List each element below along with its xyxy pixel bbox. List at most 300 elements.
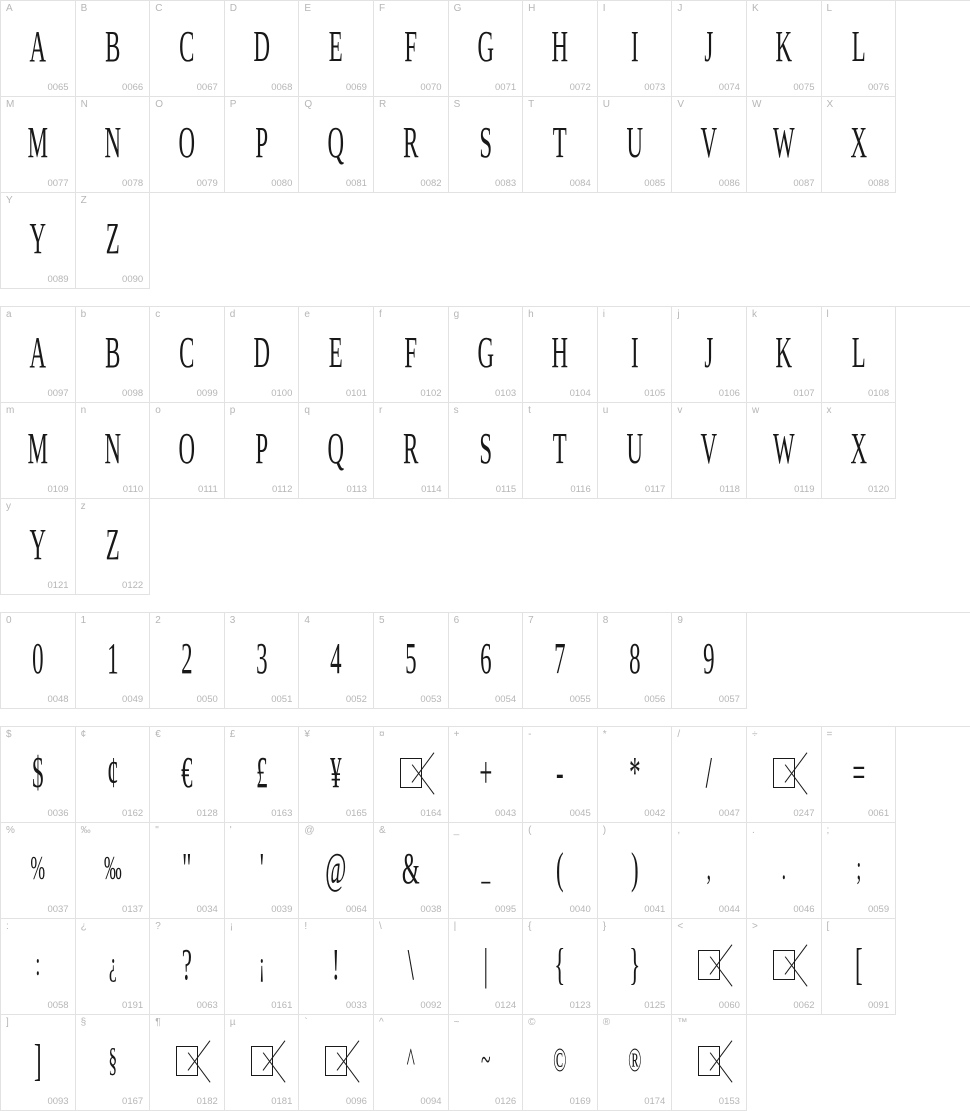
- glyph-code-label: 0044: [718, 904, 740, 915]
- glyph-code-label: 0111: [198, 484, 218, 495]
- glyph-char-label: 5: [378, 615, 385, 626]
- glyph-preview: L: [851, 328, 866, 377]
- glyph-preview: I: [630, 22, 639, 71]
- glyph-preview: X: [850, 424, 867, 473]
- glyph-cell[interactable]: [449, 403, 524, 499]
- glyph-cell[interactable]: [672, 97, 747, 193]
- glyph-cell[interactable]: [225, 727, 300, 823]
- glyph-cell[interactable]: [225, 823, 300, 919]
- glyph-preview: J: [704, 22, 714, 71]
- glyph-cell[interactable]: [672, 307, 747, 403]
- glyph-cell[interactable]: [374, 613, 449, 709]
- glyph-char-label: y: [6, 501, 11, 512]
- glyph-char-label: ): [602, 825, 607, 836]
- glyph-cell[interactable]: [76, 403, 151, 499]
- glyph-preview: ¢: [106, 748, 119, 797]
- glyph-code-label: 0037: [47, 904, 69, 915]
- glyph-preview: Y: [29, 520, 47, 569]
- glyph-code-label: 0114: [421, 484, 442, 495]
- glyph-cell[interactable]: [1, 613, 76, 709]
- glyph-cell[interactable]: [1, 1015, 76, 1111]
- glyph-code-label: 0076: [867, 82, 890, 93]
- glyph-char-label: ¥: [304, 729, 310, 740]
- glyph-cell[interactable]: [76, 919, 151, 1015]
- glyph-char-label: Y: [6, 195, 13, 206]
- glyph-code-label: 0153: [718, 1096, 740, 1107]
- glyph-code-label: 0039: [271, 904, 293, 915]
- glyph-preview: V: [700, 424, 718, 473]
- glyph-cell[interactable]: [523, 919, 598, 1015]
- glyph-code-label: 0067: [196, 82, 218, 93]
- glyph-cell[interactable]: [747, 1, 822, 97]
- glyph-code-label: 0104: [569, 388, 591, 399]
- glyph-cell[interactable]: [150, 919, 225, 1015]
- glyph-preview: ]: [33, 1036, 42, 1085]
- glyph-preview: 7: [554, 634, 566, 683]
- glyph-cell[interactable]: [598, 1015, 673, 1111]
- glyph-cell[interactable]: [523, 613, 598, 709]
- glyph-char-label: 7: [528, 615, 534, 626]
- glyph-char-label: (: [528, 825, 532, 836]
- glyph-cell[interactable]: [523, 403, 598, 499]
- glyph-cell[interactable]: [225, 1015, 300, 1111]
- glyph-char-label: H: [528, 3, 536, 14]
- glyph-cell[interactable]: [449, 727, 524, 823]
- glyph-preview: Q: [327, 424, 345, 473]
- glyph-cell[interactable]: [1, 97, 76, 193]
- glyph-preview: E: [329, 328, 344, 377]
- glyph-code-label: 0073: [644, 82, 666, 93]
- glyph-code-label: 0121: [47, 580, 69, 591]
- glyph-cell[interactable]: [747, 823, 822, 919]
- glyph-cell[interactable]: [449, 1015, 524, 1111]
- glyph-preview: $: [32, 748, 44, 797]
- glyph-char-label: t: [528, 405, 531, 416]
- glyph-code-label: 0108: [867, 388, 890, 399]
- glyph-cell[interactable]: [598, 403, 673, 499]
- glyph-code-label: 0077: [47, 178, 69, 189]
- glyph-cell[interactable]: [76, 823, 151, 919]
- glyph-cell[interactable]: [822, 919, 897, 1015]
- glyph-code-label: 0115: [495, 484, 517, 495]
- glyph-char-label: +: [453, 729, 460, 740]
- glyph-char-label: W: [751, 99, 762, 110]
- glyph-preview: Q: [327, 118, 345, 167]
- glyph-char-label: P: [229, 99, 237, 110]
- glyph-cell[interactable]: [76, 97, 151, 193]
- glyph-char-label: u: [602, 405, 609, 416]
- glyph-preview: D: [253, 22, 270, 71]
- glyph-preview: ;: [855, 849, 861, 887]
- glyph-preview: ~: [480, 1041, 491, 1079]
- glyph-char-label: b: [80, 309, 87, 320]
- glyph-preview: 8: [628, 634, 641, 683]
- glyph-cell[interactable]: [76, 193, 151, 289]
- glyph-code-label: 0109: [47, 484, 69, 495]
- glyph-preview: I: [630, 328, 639, 377]
- glyph-cell[interactable]: [1, 919, 76, 1015]
- glyph-code-label: 0191: [122, 1000, 144, 1011]
- glyph-code-label: 0100: [271, 388, 293, 399]
- glyph-preview: §: [107, 1041, 117, 1079]
- glyph-cell[interactable]: [225, 919, 300, 1015]
- glyph-cell[interactable]: [1, 499, 76, 595]
- glyph-preview: 3: [255, 634, 268, 683]
- glyph-preview: 0: [32, 634, 44, 683]
- glyph-preview: /: [705, 748, 713, 797]
- glyph-char-label: !: [304, 921, 308, 932]
- glyph-cell[interactable]: [299, 727, 374, 823]
- glyph-char-label: £: [229, 729, 236, 740]
- glyph-code-label: 0118: [719, 484, 740, 495]
- glyph-preview: -: [556, 748, 564, 797]
- glyph-char-label: €: [155, 729, 161, 740]
- glyph-char-label: O: [155, 99, 163, 110]
- glyph-preview: +: [478, 748, 492, 797]
- glyph-code-label: 0106: [718, 388, 740, 399]
- notdef-box-icon: [698, 950, 720, 980]
- glyph-cell[interactable]: [449, 919, 524, 1015]
- glyph-cell[interactable]: [225, 307, 300, 403]
- glyph-preview: ‰: [103, 849, 122, 887]
- glyph-cell[interactable]: [374, 919, 449, 1015]
- glyph-cell[interactable]: [299, 919, 374, 1015]
- glyph-code-label: 0126: [495, 1096, 517, 1107]
- glyph-code-label: 0098: [122, 388, 144, 399]
- glyph-cell[interactable]: [672, 1015, 747, 1111]
- glyph-preview: C: [179, 328, 195, 377]
- glyph-char-label: 9: [677, 615, 683, 626]
- glyph-cell[interactable]: [598, 613, 673, 709]
- glyph-cell[interactable]: [1, 193, 76, 289]
- glyph-code-label: 0075: [793, 82, 815, 93]
- glyph-cell[interactable]: [672, 1, 747, 97]
- glyph-code-label: 0078: [122, 178, 144, 189]
- glyph-cell[interactable]: [822, 307, 897, 403]
- glyph-char-label: L: [826, 3, 833, 14]
- glyph-code-label: 0084: [569, 178, 591, 189]
- glyph-preview: C: [179, 22, 195, 71]
- glyph-cell[interactable]: [150, 613, 225, 709]
- glyph-preview: B: [104, 22, 121, 71]
- glyph-cell[interactable]: [672, 823, 747, 919]
- glyph-char-label: m: [6, 405, 15, 416]
- glyph-preview: K: [775, 22, 792, 71]
- glyph-cell[interactable]: [822, 403, 897, 499]
- glyph-code-label: 0113: [346, 484, 367, 495]
- glyph-cell[interactable]: [76, 727, 151, 823]
- glyph-preview: T: [552, 424, 567, 473]
- glyph-code-label: 0056: [644, 694, 666, 705]
- glyph-cell[interactable]: [1, 823, 76, 919]
- glyph-char-label: \: [378, 921, 382, 932]
- glyph-char-label: X: [826, 99, 834, 110]
- glyph-code-label: 0040: [569, 904, 591, 915]
- glyph-char-label: &: [378, 825, 386, 836]
- glyph-preview: G: [477, 328, 494, 377]
- glyph-code-label: 0079: [196, 178, 218, 189]
- glyph-cell[interactable]: [523, 97, 598, 193]
- glyph-preview: 6: [479, 634, 492, 683]
- glyph-char-label: ¤: [378, 729, 385, 740]
- glyph-code-label: 0065: [47, 82, 69, 93]
- glyph-cell[interactable]: [150, 307, 225, 403]
- glyph-preview: 4: [330, 634, 342, 683]
- glyph-char-label: ?: [155, 921, 161, 932]
- glyph-code-label: 0128: [196, 808, 218, 819]
- glyph-code-label: 0112: [271, 484, 293, 495]
- glyph-preview: W: [772, 118, 795, 167]
- glyph-preview: A: [29, 22, 47, 71]
- glyph-preview: R: [403, 424, 419, 473]
- glyph-cell[interactable]: [225, 403, 300, 499]
- glyph-preview: ?: [181, 940, 193, 989]
- glyph-cell[interactable]: [299, 1015, 374, 1111]
- glyph-code-label: 0169: [569, 1096, 591, 1107]
- glyph-char-label: V: [677, 99, 685, 110]
- glyph-preview: ,: [706, 849, 712, 887]
- glyph-preview: ¿: [108, 945, 117, 983]
- glyph-char-label: w: [751, 405, 760, 416]
- glyph-char-label: =: [826, 729, 833, 740]
- glyph-char-label: F: [378, 3, 386, 14]
- glyph-char-label: S: [453, 99, 461, 110]
- glyph-char-label: *: [602, 729, 607, 740]
- glyph-cell[interactable]: [598, 307, 673, 403]
- glyph-cell[interactable]: [150, 403, 225, 499]
- glyph-code-label: 0161: [271, 1000, 293, 1011]
- glyph-char-label: K: [751, 3, 759, 14]
- glyph-char-label: Z: [80, 195, 87, 206]
- glyph-char-label: D: [229, 3, 238, 14]
- glyph-char-label: o: [155, 405, 161, 416]
- glyph-char-label: -: [528, 729, 532, 740]
- glyph-cell[interactable]: [523, 823, 598, 919]
- glyph-code-label: 0163: [271, 808, 293, 819]
- glyph-cell[interactable]: [747, 403, 822, 499]
- notdef-box-icon: [773, 758, 795, 788]
- glyph-char-label: j: [677, 309, 680, 320]
- glyph-cell[interactable]: [150, 1, 225, 97]
- notdef-box-icon: [251, 1046, 273, 1076]
- glyph-char-label: ,: [677, 825, 681, 836]
- glyph-cell[interactable]: [822, 97, 897, 193]
- glyph-code-label: 0091: [867, 1000, 890, 1011]
- glyph-group-digits: [0, 612, 970, 709]
- glyph-preview: ): [630, 844, 639, 893]
- glyph-preview: ¡: [258, 945, 265, 983]
- glyph-cell[interactable]: [747, 97, 822, 193]
- glyph-cell[interactable]: [76, 499, 151, 595]
- glyph-code-label: 0053: [420, 694, 442, 705]
- glyph-cell[interactable]: [1, 307, 76, 403]
- glyph-cell[interactable]: [76, 1015, 151, 1111]
- glyph-char-label: ~: [453, 1017, 460, 1028]
- glyph-cell[interactable]: [150, 823, 225, 919]
- glyph-preview: M: [27, 118, 48, 167]
- glyph-cell[interactable]: [672, 727, 747, 823]
- glyph-cell[interactable]: [449, 613, 524, 709]
- glyph-code-label: 0055: [569, 694, 591, 705]
- notdef-box-icon: [400, 758, 422, 788]
- glyph-char-label: `: [304, 1017, 308, 1028]
- glyph-char-label: ¡: [229, 921, 234, 932]
- glyph-code-label: 0110: [122, 484, 144, 495]
- glyph-cell[interactable]: [598, 97, 673, 193]
- glyph-cell[interactable]: [374, 1, 449, 97]
- glyph-code-label: 0094: [420, 1096, 442, 1107]
- glyph-cell[interactable]: [822, 823, 897, 919]
- glyph-code-label: 0101: [345, 388, 367, 399]
- glyph-code-label: 0083: [495, 178, 517, 189]
- notdef-box-icon: [773, 950, 795, 980]
- glyph-code-label: 0058: [47, 1000, 69, 1011]
- glyph-cell[interactable]: [76, 1, 151, 97]
- glyph-cell[interactable]: [449, 1, 524, 97]
- glyph-char-label: ': [229, 825, 232, 836]
- glyph-preview: =: [851, 748, 865, 797]
- notdef-box-icon: [176, 1046, 198, 1076]
- glyph-code-label: 0041: [644, 904, 666, 915]
- glyph-cell[interactable]: [747, 727, 822, 823]
- glyph-cell[interactable]: [449, 97, 524, 193]
- glyph-code-label: 0043: [495, 808, 517, 819]
- glyph-cell[interactable]: [150, 1015, 225, 1111]
- glyph-cell[interactable]: [1, 403, 76, 499]
- glyph-cell[interactable]: [150, 727, 225, 823]
- glyph-preview: H: [551, 22, 569, 71]
- glyph-char-label: c: [155, 309, 161, 320]
- glyph-preview: A: [29, 328, 47, 377]
- glyph-preview: T: [552, 118, 567, 167]
- glyph-preview: O: [178, 424, 196, 473]
- glyph-cell[interactable]: [672, 919, 747, 1015]
- glyph-cell[interactable]: [299, 403, 374, 499]
- glyph-char-label: .: [751, 825, 755, 836]
- glyph-cell[interactable]: [374, 97, 449, 193]
- glyph-char-label: 0: [6, 615, 12, 626]
- glyph-preview: £: [255, 748, 268, 797]
- glyph-cell[interactable]: [225, 97, 300, 193]
- glyph-preview: X: [850, 118, 867, 167]
- glyph-preview: R: [403, 118, 419, 167]
- glyph-preview: !: [332, 940, 340, 989]
- glyph-char-label: /: [677, 729, 681, 740]
- glyph-cell[interactable]: [598, 1, 673, 97]
- glyph-code-label: 0093: [47, 1096, 69, 1107]
- glyph-cell[interactable]: [374, 403, 449, 499]
- glyph-preview: O: [178, 118, 196, 167]
- glyph-cell[interactable]: [672, 613, 747, 709]
- glyph-preview: B: [104, 328, 121, 377]
- glyph-char-label: N: [80, 99, 88, 110]
- glyph-code-label: 0086: [718, 178, 740, 189]
- glyph-cell[interactable]: [523, 727, 598, 823]
- glyph-code-label: 0167: [122, 1096, 144, 1107]
- glyph-cell[interactable]: [449, 307, 524, 403]
- glyph-code-label: 0162: [122, 808, 144, 819]
- glyph-char-label: r: [378, 405, 383, 416]
- glyph-cell[interactable]: [374, 1015, 449, 1111]
- glyph-char-label: 1: [80, 615, 87, 626]
- glyph-cell[interactable]: [822, 1, 897, 97]
- glyph-cell[interactable]: [598, 919, 673, 1015]
- glyph-preview: 5: [405, 634, 417, 683]
- glyph-cell[interactable]: [299, 97, 374, 193]
- glyph-char-label: M: [6, 99, 15, 110]
- glyph-cell[interactable]: [299, 307, 374, 403]
- glyph-cell[interactable]: [374, 823, 449, 919]
- glyph-code-label: 0117: [644, 484, 666, 495]
- glyph-code-label: 0137: [122, 904, 144, 915]
- glyph-preview: \: [407, 940, 414, 989]
- glyph-cell[interactable]: [598, 823, 673, 919]
- glyph-code-label: 0081: [345, 178, 367, 189]
- glyph-cell[interactable]: [150, 97, 225, 193]
- glyph-preview: V: [700, 118, 718, 167]
- glyph-cell[interactable]: [523, 1015, 598, 1111]
- glyph-cell[interactable]: [299, 823, 374, 919]
- glyph-cell[interactable]: [598, 727, 673, 823]
- glyph-code-label: 0080: [271, 178, 293, 189]
- glyph-char-label: _: [453, 825, 460, 836]
- glyph-cell[interactable]: [449, 823, 524, 919]
- glyph-cell[interactable]: [225, 613, 300, 709]
- glyph-code-label: 0097: [47, 388, 69, 399]
- glyph-preview: ': [259, 844, 264, 893]
- glyph-cell[interactable]: [299, 1, 374, 97]
- glyph-char-label: $: [6, 729, 12, 740]
- glyph-cell[interactable]: [374, 307, 449, 403]
- glyph-char-label: h: [528, 309, 534, 320]
- glyph-code-label: 0082: [420, 178, 442, 189]
- glyph-preview: |: [483, 940, 488, 989]
- glyph-cell[interactable]: [225, 1, 300, 97]
- glyph-code-label: 0066: [122, 82, 144, 93]
- glyph-code-label: 0047: [718, 808, 740, 819]
- glyph-preview: H: [551, 328, 569, 377]
- glyph-char-label: ¿: [80, 921, 87, 932]
- glyph-cell[interactable]: [76, 613, 151, 709]
- glyph-cell[interactable]: [374, 727, 449, 823]
- glyph-cell[interactable]: [299, 613, 374, 709]
- glyph-char-label: @: [304, 825, 315, 836]
- glyph-cell[interactable]: [523, 1, 598, 97]
- glyph-cell[interactable]: [672, 403, 747, 499]
- glyph-cell[interactable]: [747, 307, 822, 403]
- glyph-char-label: T: [528, 99, 535, 110]
- glyph-char-label: %: [6, 825, 15, 836]
- glyph-preview: *: [628, 748, 641, 797]
- glyph-char-label: :: [6, 921, 9, 932]
- glyph-preview: 1: [106, 634, 119, 683]
- glyph-cell[interactable]: [747, 919, 822, 1015]
- glyph-preview: Z: [105, 520, 120, 569]
- glyph-cell[interactable]: [1, 1, 76, 97]
- glyph-code-label: 0092: [420, 1000, 442, 1011]
- glyph-cell[interactable]: [76, 307, 151, 403]
- glyph-preview: U: [626, 424, 643, 473]
- glyph-code-label: 0164: [420, 808, 442, 819]
- glyph-preview: ": [182, 844, 192, 893]
- glyph-cell[interactable]: [822, 727, 897, 823]
- glyph-cell[interactable]: [523, 307, 598, 403]
- glyph-code-label: 0122: [122, 580, 144, 591]
- glyph-group-uppercase-letters: [0, 0, 970, 289]
- glyph-char-label: 6: [453, 615, 460, 626]
- glyph-code-label: 0116: [570, 484, 591, 495]
- glyph-cell[interactable]: [1, 727, 76, 823]
